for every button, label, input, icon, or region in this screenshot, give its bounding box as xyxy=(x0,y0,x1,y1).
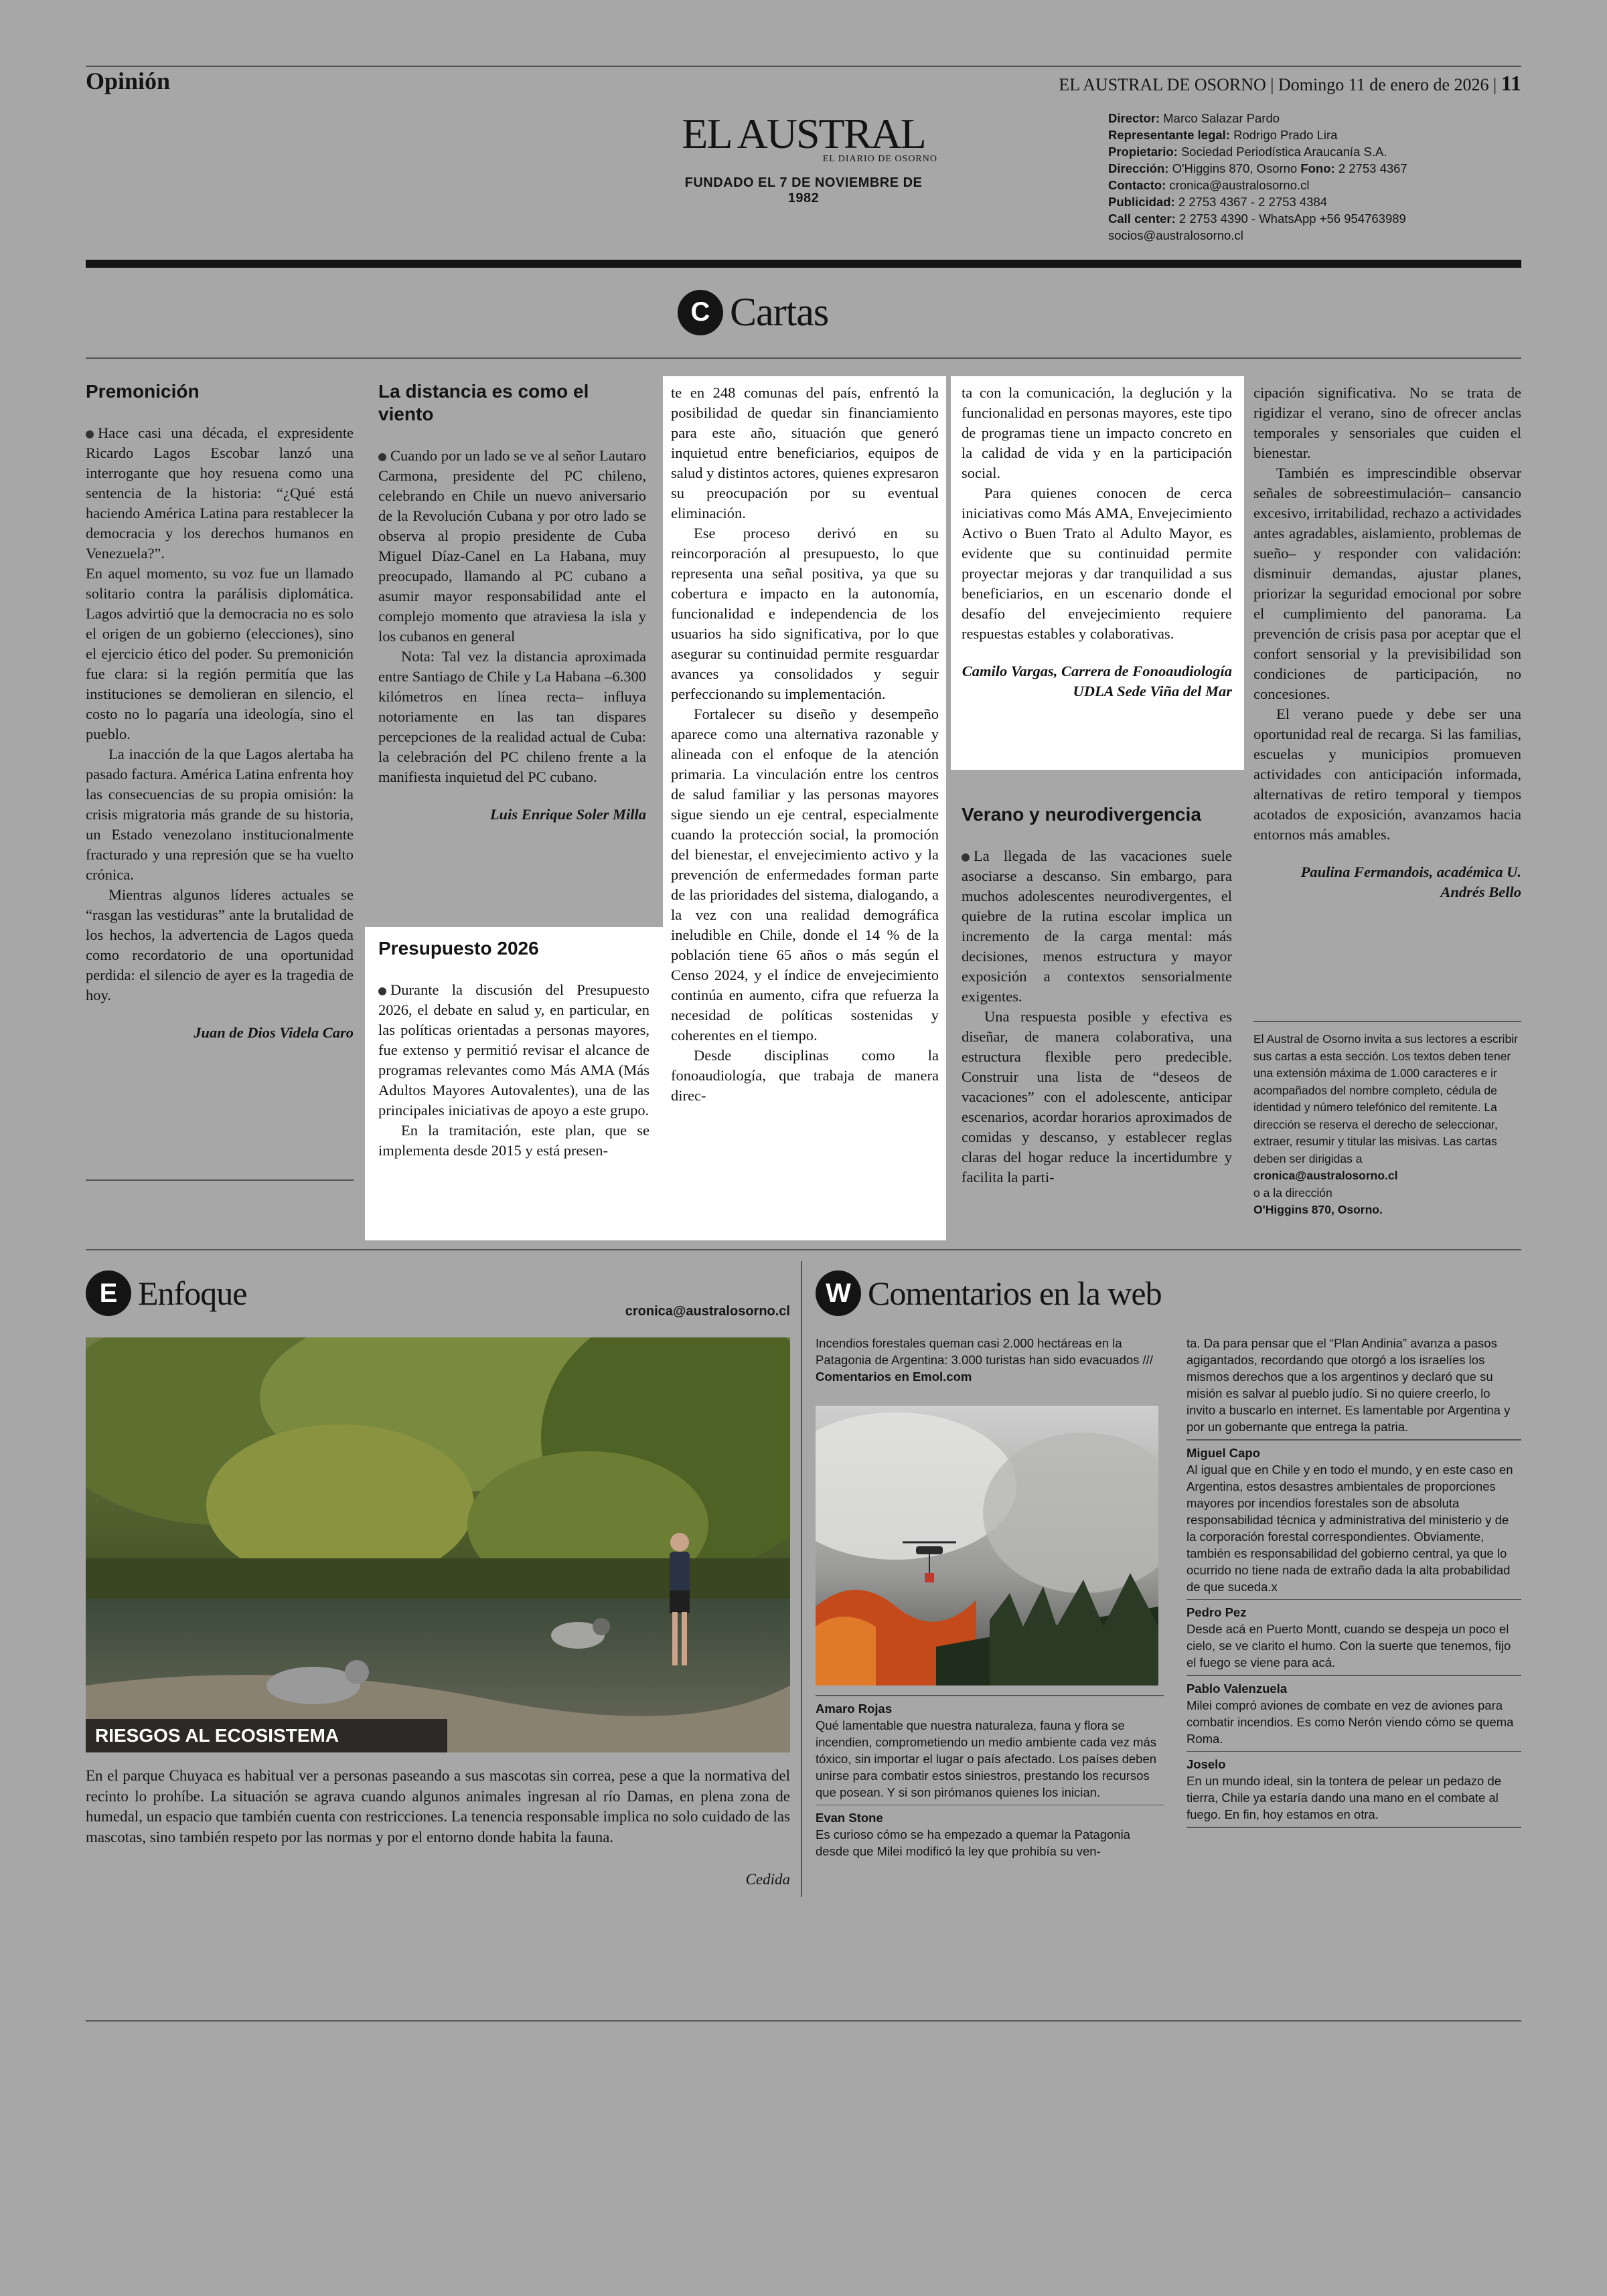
founded-line: FUNDADO EL 7 DE NOVIEMBRE DE 1982 xyxy=(684,175,923,206)
comment-divider xyxy=(1187,1751,1521,1752)
premonicion-end-rule xyxy=(86,1179,354,1181)
comment-text: Es curioso cómo se ha empezado a quemar la Patagonia desde que Milei modificó la ley que prohibía su ven- xyxy=(816,1827,1130,1858)
comment-author: Evan Stone xyxy=(816,1811,883,1825)
letter-paragraph: Nota: Tal vez la distancia aproximada entre Santiago de Chile y La Habana –6.300 kilómetros en línea recta– influya notoriamente en las tan dispares percepciones de la realidad actual de Cuba: la celebración del PC chileno frente a la manifiesta inquietud del PC cubano. xyxy=(378,648,646,785)
photo-caption-tag: RIESGOS AL ECOSISTEMA xyxy=(86,1719,447,1752)
notice-email: cronica@australosorno.cl xyxy=(1253,1169,1398,1182)
notice-or: o a la dirección xyxy=(1253,1185,1332,1200)
letter-paragraph: Para quienes conocen de cerca iniciativas como Más AMA, Envejecimiento Activo o Buen Trato al Adulto Mayor, es evidente que su continuidad permite proyectar mejoras y dar tranquilidad a sus beneficiarios, en un escenario donde el desafío del envejecimiento requiere respuestas estables y colaborativas. xyxy=(962,485,1232,642)
header-thick-rule xyxy=(86,260,1521,268)
staff-line: Contacto: cronica@australosorno.cl xyxy=(1108,178,1310,192)
letter-paragraph: La llegada de las vacaciones suele asociarse a descanso. Sin embargo, para muchos adolescentes neurodivergentes, el quiebre de la rutina escolar implica un incremento de la carga mental: más decisiones, menos estructura y mayor exposición a contextos sensorialmente exigentes. xyxy=(962,847,1232,1005)
letter-distancia xyxy=(378,380,646,825)
enfoque-email[interactable]: cronica@australosorno.cl xyxy=(625,1304,790,1319)
enfoque-text: En el parque Chuyaca es habitual ver a personas paseando a sus mascotas sin correa, pese a que la normativa del recinto lo prohíbe. La situación se agrava cuando algunos animales ingresan al río Damas, en plena zona de humedal, un espacio que también cuenta con restricciones. La tenencia responsable implica no solo cuidado de las mascotas, sino también respeto por las normas y por el entorno donde habita la fauna. xyxy=(86,1767,790,1846)
staff-line: Call center: 2 2753 4390 - WhatsApp +56 954763989 xyxy=(1108,212,1406,226)
comment-divider xyxy=(1187,1599,1521,1601)
letter-title: Presupuesto 2026 xyxy=(378,938,539,959)
comment-divider xyxy=(816,1695,1164,1696)
comment-author: Miguel Capo xyxy=(1187,1445,1260,1460)
letter-signature: Camilo Vargas, Carrera de Fonoaudiología UDLA Sede Viña del Mar xyxy=(962,663,1232,700)
top-rule xyxy=(86,66,1521,67)
comment-divider xyxy=(1187,1439,1521,1441)
page-bottom-rule xyxy=(86,2020,1521,2022)
vertical-divider xyxy=(801,1261,802,1897)
letter-paragraph: Hace casi una década, el expresidente Ricardo Lagos Escobar lanzó una interrogante que hoy resuena como una sentencia de la historia: “¿Qué está haciendo América Latina para restablecer la democracia y los derechos humanos en Venezuela?”. xyxy=(86,424,354,562)
letter-paragraph: Mientras algunos líderes actuales se “rasgan las vestiduras” ante la brutalidad de los hechos, la advertencia de Lagos queda como recordatorio de una oportunidad perdida: el silencio de ayer es la tragedia de hoy. xyxy=(86,886,354,1003)
letter-paragraph: Una respuesta posible y efectiva es diseñar, de manera colaborativa, una estructura flexible pero predecible. Construir una lista de “deseos de vacaciones” con el adolescente, anticipar escenarios, acordar horarios aproximados de comidas y descanso, y establecer reglas claras del hogar reduce la incertidumbre y facilita la parti- xyxy=(962,1008,1232,1185)
web-source[interactable]: Comentarios en Emol.com xyxy=(816,1370,972,1384)
staff-line: Publicidad: 2 2753 4367 - 2 2753 4384 xyxy=(1108,195,1328,209)
web-title: Comentarios en la web xyxy=(868,1275,1162,1312)
letter-signature: Paulina Fermandois, académica U. Andrés Bello xyxy=(1300,864,1521,900)
letter-paragraph: Cuando por un lado se ve al señor Lautaro Carmona, presidente del PC chileno, celebrando en Chile un nuevo aniversario de la Revolución Cubana y por otro lado se observa al propio presidente de Cuba Miguel Díaz-Canel en La Habana, muy preocupado, llamando al PC cubano a asumir mayor responsabilidad ante el complejo momento que atraviesa la isla y los cubanos en general xyxy=(378,447,646,645)
letter-paragraph: La inacción de la que Lagos alertaba ha pasado factura. América Latina enfrenta hoy las consecuencias de su propia omisión: la crisis migratoria más grande de su historia, un Estado venezolano institucionalmente fracturado y una represión que se ha vuelto crónica. xyxy=(86,746,354,883)
comment-author: Amaro Rojas xyxy=(816,1701,893,1716)
staff-line: Propietario: Sociedad Periodística Araucanía S.A. xyxy=(1108,145,1387,159)
letter-paragraph: En aquel momento, su voz fue un llamado solitario contra la parálisis diplomática. Lagos advirtió que la democracia no es solo el origen de un gobierno (elecciones), sino el ejercicio ético del poder. Su premonición fue clara: si la región permitía que las instituciones se demolieran en silencio, el costo no lo pagaría una ideología, sino el pueblo. xyxy=(86,565,354,742)
letters-notice: El Austral de Osorno invita a sus lectores a escribir sus cartas a esta sección. Los textos deben tener una extensión máxima de 1.000 caracteres e ir acompañados del nombre completo, cédula de identidad y número telefónico del remitente. La dirección se reserva el derecho de seleccionar, extraer, resumir y titular las misivas. Las cartas deben ser dirigidas a cronica@australosorno.cl o a la dirección O'Higgins 870, Osorno. xyxy=(1253,1031,1521,1219)
letter-paragraph: También es imprescindible observar señales de sobreestimulación– cansancio excesivo, irritabilidad, rechazo a actividades antes agradables, aislamiento, problemas de sueño– y responder con validación: disminuir demandas, ajustar planes, priorizar la seguridad emocional por sobre el cumplimiento del panorama. La prevención de crisis pasa por aceptar que el confort sensorial y la previsibilidad son condiciones de participación, no concesiones. xyxy=(1253,465,1521,702)
comment-text: Desde acá en Puerto Montt, cuando se despeja un poco el cielo, se ve clarito el humo. Con la suerte que tenemos, fijo el fuego se viene para acá. xyxy=(1187,1622,1511,1669)
letter-paragraph: Fortalecer su diseño y desempeño aparece como una alternativa razonable y alineada con el enfoque de la atención primaria. La vinculación entre los centros de salud familiar y las personas mayores sigue siendo un eje central, especialmente cuando la protección social, la promoción del bienestar, el envejecimiento activo y la prevención de enfermedades forman parte de las prioridades del sistema, dialogando, a la vez con una realidad demográfica ineludible en Chile, donde el 14 % de la población tiene 65 años o más según el Censo 2024, y el índice de envejecimiento continúa en aumento, cifra que refuerza la necesidad de políticas sostenidas y coherentes en el tiempo. xyxy=(671,706,939,1044)
comment-author: Pablo Valenzuela xyxy=(1187,1681,1288,1696)
letter-paragraph: te en 248 comunas del país, enfrentó la posibilidad de quedar sin financiamiento para este año, situación que generó inquietud entre beneficiarios, equipos de salud y distintos actores, quienes expresaron su preocupación por su eventual eliminación. xyxy=(671,384,939,521)
masthead-subtitle: EL DIARIO DE OSORNO xyxy=(822,154,937,164)
cartas-bottom-rule xyxy=(86,1249,1521,1250)
web-headline: Incendios forestales queman casi 2.000 hectáreas en la Patagonia de Argentina: 3.000 turistas han sido evacuados /// Comentarios en Emol.com xyxy=(816,1336,1153,1384)
section-label: Opinión xyxy=(86,68,171,94)
comment-divider xyxy=(1187,1675,1521,1676)
park-river-dogs-photo xyxy=(86,1337,790,1752)
letter-presupuesto-part3 xyxy=(962,383,1232,702)
comment-text: Milei compró aviones de combate en vez de aviones para combatir incendios. Es como Nerón viendo cómo se quema Roma. xyxy=(1187,1698,1514,1746)
cartas-rule xyxy=(86,357,1521,359)
letter-paragraph: Durante la discusión del Presupuesto 2026, el debate en salud y, en particular, en las políticas orientadas a personas mayores, fue extenso y permitió revisar el alcance de programas relevantes como Más AMA (Más Adultos Mayores Autovalentes), una de las principales iniciativas de apoyo a este grupo. xyxy=(378,981,649,1119)
letter-title: Premonición xyxy=(86,381,200,402)
notice-address: O'Higgins 870, Osorno. xyxy=(1253,1203,1383,1216)
letter-paragraph: Desde disciplinas como la fonoaudiología, que trabaja de manera direc- xyxy=(671,1047,939,1104)
letter-presupuesto-part2 xyxy=(671,383,939,1106)
letter-verano-part1 xyxy=(962,803,1232,1187)
masthead-title: EL AUSTRAL xyxy=(682,110,925,157)
letter-signature: Luis Enrique Soler Milla xyxy=(489,806,646,823)
comment-text: En un mundo ideal, sin la tontera de pelear un pedazo de tierra, Chile ya estaría dando una mano en el combate al fuego. En fin, hoy estamos en otra. xyxy=(1187,1774,1502,1821)
web-comments-right xyxy=(1187,1335,1521,1828)
bullet-icon xyxy=(378,987,386,995)
letter-title: La distancia es como el viento xyxy=(378,381,589,424)
staff-line: socios@australosorno.cl xyxy=(1108,228,1243,242)
letter-paragraph: En la tramitación, este plan, que se implementa desde 2015 y está presen- xyxy=(378,1122,649,1159)
web-section-head xyxy=(816,1270,1162,1316)
letter-premonicion xyxy=(86,380,354,1043)
wildfire-helicopter-photo xyxy=(816,1406,1158,1686)
staff-line: Representante legal: Rodrigo Prado Lira xyxy=(1108,128,1338,142)
folio: EL AUSTRAL DE OSORNO | Domingo 11 de enero de 2026 | 11 xyxy=(1059,71,1521,95)
enfoque-section-head xyxy=(86,1270,246,1316)
staff-box xyxy=(1108,110,1523,244)
enfoque-photo xyxy=(86,1337,790,1752)
cartas-section-head xyxy=(678,289,828,335)
letter-paragraph: El verano puede y debe ser una oportunidad real de recarga. Si las familias, escuelas y municipios promueven actividades con anticipación informada, alternativas de retiro temporal y tiempos acotados de exposición, avanzamos hacia entornos más amables. xyxy=(1253,706,1521,843)
bullet-icon xyxy=(86,430,94,438)
staff-line: Dirección: O'Higgins 870, Osorno Fono: 2 2753 4367 xyxy=(1108,161,1407,175)
cartas-c-icon: C xyxy=(678,290,723,335)
enfoque-title: Enfoque xyxy=(138,1275,247,1312)
comment-text: Al igual que en Chile y en todo el mundo, y en este caso en Argentina, estos desastres ambientales de proporciones mayores por incendios forestales son de absoluta responsabilidad técnica y administrativa del ministerio y de la corporación forestal correspondientes. Obviamente, también es responsabilidad del gobierno central, ya que lo ocurrido no tiene nada de extraño dada la alta probabilidad de que suceda.x xyxy=(1187,1462,1513,1594)
letter-paragraph: Ese proceso derivó en su reincorporación al presupuesto, lo que representa una señal positiva, ya que su cobertura e impacto en la autonomía, funcionalidad e independencia de los usuarios ha sido significativa, por lo que asegurar su continuidad permite resguardar avances ya consolidados y seguir perfeccionando su implementación. xyxy=(671,525,939,702)
folio-page-number: 11 xyxy=(1501,71,1521,95)
letter-paragraph: cipación significativa. No se trata de rigidizar el verano, sino de ofrecer anclas temporales y sensoriales que cuiden el bienestar. xyxy=(1253,384,1521,461)
comment-author: Joselo xyxy=(1187,1757,1226,1771)
comment-text-continuation: ta. Da para pensar que el “Plan Andinia” avanza a pasos agigantados, recordando que otorgó a los israelíes los mismos derechos que a los argentinos y declaró que su misión es salvar al pueblo judío. Si no quiere creerlo, lo invito a buscarlo en internet. Es lamentable por Argentina y por un gobernante que entrega la patria. xyxy=(1187,1336,1511,1434)
letter-presupuesto-part1 xyxy=(378,937,649,1161)
notice-rule xyxy=(1253,1021,1521,1022)
letter-verano-part2 xyxy=(1253,383,1521,902)
folio-date: Domingo 11 de enero de 2026 xyxy=(1278,75,1489,94)
enfoque-e-icon: E xyxy=(86,1270,131,1316)
comment-author: Pedro Pez xyxy=(1187,1605,1247,1619)
letter-paragraph: ta con la comunicación, la deglución y la funcionalidad en personas mayores, este tipo de programas tiene un impacto concreto en la calidad de vida y en la participación social. xyxy=(962,384,1232,481)
web-comments-left xyxy=(816,1695,1164,1860)
photo-credit: Cedida xyxy=(745,1871,790,1888)
comment-text: Qué lamentable que nuestra naturaleza, fauna y flora se incendien, comprometiendo un medio ambiente cada vez más tóxico, sin importar el lugar o país afectado. Los países deben unirse para combatir estos siniestros, prestando los recursos que posean. Y si son pirómanos quienes los inician. xyxy=(816,1718,1157,1799)
letter-signature: Juan de Dios Videla Caro xyxy=(194,1024,354,1041)
masthead xyxy=(670,112,937,206)
comment-divider xyxy=(816,1805,1164,1806)
bullet-icon xyxy=(378,453,386,461)
comment-divider xyxy=(1187,1827,1521,1828)
letter-title: Verano y neurodivergencia xyxy=(962,804,1201,825)
web-w-icon: W xyxy=(816,1270,861,1316)
folio-paper: EL AUSTRAL DE OSORNO xyxy=(1059,75,1266,94)
web-photo xyxy=(816,1406,1158,1686)
bullet-icon xyxy=(962,853,970,862)
cartas-title: Cartas xyxy=(730,290,829,334)
staff-line: Director: Marco Salazar Pardo xyxy=(1108,111,1280,125)
